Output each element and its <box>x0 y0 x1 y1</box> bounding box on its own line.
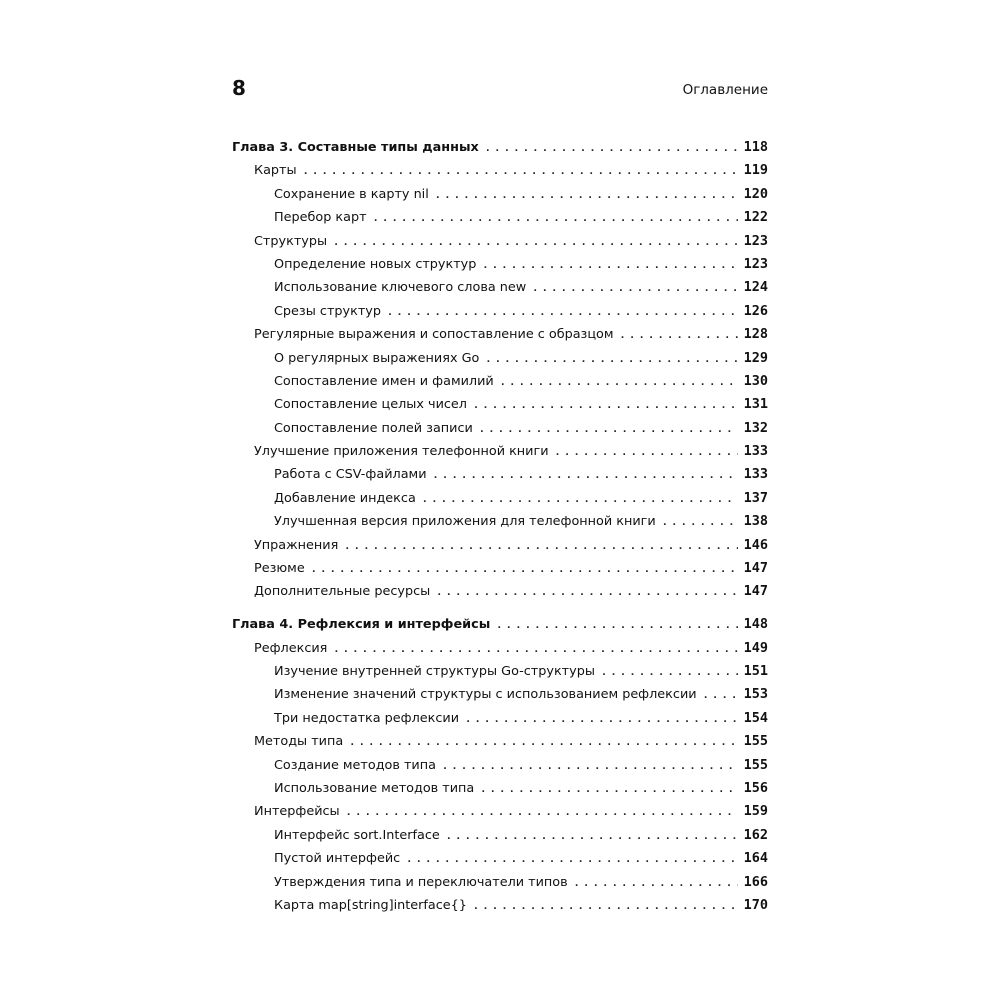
toc-entry-title: Структуры <box>254 233 328 249</box>
toc-entry-page-number: 123 <box>743 255 768 272</box>
toc-entry-page-number: 156 <box>743 780 768 797</box>
toc-subsection-entry <box>232 183 768 206</box>
toc-subsection-entry <box>232 370 768 393</box>
dot-leader <box>446 825 738 848</box>
toc-entry-page-number: 155 <box>743 756 768 773</box>
toc-entry-page-number: 131 <box>743 396 768 413</box>
toc-subsection-entry <box>232 683 768 706</box>
page-number: 8 <box>232 76 246 100</box>
toc-section-entry <box>232 230 768 253</box>
toc-entry-page-number: 137 <box>743 489 768 506</box>
toc-entry-title: Дополнительные ресурсы <box>254 584 431 600</box>
toc-entry-page-number: 162 <box>743 826 768 843</box>
dot-leader <box>555 441 738 464</box>
toc-entry-title: Интерфейсы <box>254 804 340 820</box>
toc-entry-title: О регулярных выражениях Go <box>274 350 480 366</box>
toc-subsection-entry <box>232 300 768 323</box>
toc-subsection-entry <box>232 824 768 847</box>
toc-section-entry <box>232 730 768 753</box>
toc-subsection-entry <box>232 847 768 870</box>
dot-leader <box>422 488 738 511</box>
dot-leader <box>479 418 738 441</box>
toc-entry-page-number: 133 <box>743 466 768 483</box>
dot-leader <box>433 464 738 487</box>
toc-entry-title: Определение новых структур <box>274 256 477 272</box>
toc-entry-page-number: 133 <box>743 443 768 460</box>
toc-entry-page-number: 164 <box>743 850 768 867</box>
toc-entry-page-number: 138 <box>743 513 768 530</box>
toc-entry-page-number: 120 <box>743 185 768 202</box>
dot-leader <box>373 207 738 230</box>
dot-leader <box>346 801 738 824</box>
toc-entry-title: Интерфейс sort.Interface <box>274 827 440 843</box>
toc-entry-title: Изучение внутренней структуры Go-структуры <box>274 664 595 680</box>
toc-entry-title: Резюме <box>254 561 305 577</box>
dot-leader <box>480 778 737 801</box>
toc-subsection-entry <box>232 393 768 416</box>
toc-chapter-entry <box>232 613 768 636</box>
toc-entry-title: Изменение значений структуры с использованием рефлексии <box>274 687 697 703</box>
toc-entry-title: Сопоставление целых чисел <box>274 397 467 413</box>
dot-leader <box>387 301 738 324</box>
toc-subsection-entry <box>232 707 768 730</box>
toc-entry-page-number: 147 <box>743 560 768 577</box>
toc-section-entry <box>232 323 768 346</box>
toc-section-entry <box>232 580 768 603</box>
toc-entry-page-number: 132 <box>743 419 768 436</box>
toc-entry-page-number: 118 <box>743 139 768 155</box>
toc-subsection-entry <box>232 894 768 917</box>
toc-section-entry <box>232 159 768 182</box>
toc-entry-page-number: 122 <box>743 209 768 226</box>
dot-leader <box>435 184 738 207</box>
toc-entry-title: Карты <box>254 163 297 179</box>
dot-leader <box>333 638 737 661</box>
toc-entry-page-number: 130 <box>743 372 768 389</box>
toc-subsection-entry <box>232 754 768 777</box>
toc-entry-title: Утверждения типа и переключатели типов <box>274 874 568 890</box>
toc-subsection-entry <box>232 206 768 229</box>
toc-entry-page-number: 124 <box>743 279 768 296</box>
dot-leader <box>703 684 738 707</box>
dot-leader <box>311 558 738 581</box>
toc-entry-title: Работа с CSV-файлами <box>274 467 427 483</box>
toc-entry-title: Срезы структур <box>274 303 381 319</box>
toc-entry-page-number: 153 <box>743 686 768 703</box>
dot-leader <box>532 277 737 300</box>
dot-leader <box>485 348 737 371</box>
toc-section-entry <box>232 534 768 557</box>
toc-entry-title: Использование ключевого слова new <box>274 280 527 296</box>
toc-section-entry <box>232 800 768 823</box>
dot-leader <box>406 848 737 871</box>
toc-entry-title: Улучшенная версия приложения для телефонной книги <box>274 514 656 530</box>
dot-leader <box>620 324 738 347</box>
toc-entry-title: Регулярные выражения и сопоставление с образцом <box>254 327 614 343</box>
toc-entry-title: Карта map[string]interface{} <box>274 898 467 913</box>
dot-leader <box>473 895 738 918</box>
dot-leader <box>574 872 738 895</box>
toc-entry-title: Глава 4. Рефлексия и интерфейсы <box>232 617 491 633</box>
toc-entry-title: Сохранение в карту nil <box>274 186 429 202</box>
dot-leader <box>436 581 737 604</box>
toc-entry-page-number: 170 <box>743 897 768 913</box>
toc-chapter-block <box>232 613 768 917</box>
dot-leader <box>349 731 737 754</box>
toc-entry-title: Использование методов типа <box>274 781 475 797</box>
toc-section-entry <box>232 557 768 580</box>
dot-leader <box>482 254 737 277</box>
toc-entry-page-number: 126 <box>743 302 768 319</box>
toc-entry-title: Перебор карт <box>274 210 367 226</box>
toc-entry-page-number: 155 <box>743 733 768 750</box>
toc-subsection-entry <box>232 253 768 276</box>
toc-subsection-entry <box>232 463 768 486</box>
toc-entry-title: Три недостатка рефлексии <box>274 710 460 726</box>
toc-entry-page-number: 154 <box>743 709 768 726</box>
toc-section-entry <box>232 440 768 463</box>
toc-subsection-entry <box>232 510 768 533</box>
toc-entry-title: Сопоставление полей записи <box>274 420 473 436</box>
toc-entry-page-number: 148 <box>743 616 768 633</box>
toc-entry-page-number: 146 <box>743 536 768 553</box>
toc-entry-page-number: 166 <box>743 873 768 890</box>
dot-leader <box>303 160 738 183</box>
dot-leader <box>601 661 738 684</box>
toc-entry-title: Улучшение приложения телефонной книги <box>254 444 549 460</box>
toc-subsection-entry <box>232 417 768 440</box>
toc-entry-page-number: 159 <box>743 803 768 820</box>
running-title: Оглавление <box>682 82 768 98</box>
toc-subsection-entry <box>232 871 768 894</box>
dot-leader <box>496 614 737 637</box>
toc-entry-title: Упражнения <box>254 537 339 553</box>
table-of-contents <box>232 136 768 917</box>
toc-entry-page-number: 119 <box>743 162 768 179</box>
toc-subsection-entry <box>232 777 768 800</box>
dot-leader <box>333 231 738 254</box>
toc-entry-title: Создание методов типа <box>274 757 436 773</box>
toc-chapter-entry <box>232 136 768 159</box>
toc-entry-page-number: 149 <box>743 639 768 656</box>
dot-leader <box>442 755 738 778</box>
toc-entry-page-number: 128 <box>743 326 768 343</box>
dot-leader <box>500 371 738 394</box>
toc-subsection-entry <box>232 660 768 683</box>
toc-subsection-entry <box>232 276 768 299</box>
toc-entry-title: Рефлексия <box>254 640 328 656</box>
toc-subsection-entry <box>232 487 768 510</box>
toc-entry-title: Глава 3. Составные типы данных <box>232 140 479 155</box>
toc-entry-title: Сопоставление имен и фамилий <box>274 373 494 389</box>
toc-entry-page-number: 147 <box>743 583 768 600</box>
dot-leader <box>485 137 738 160</box>
toc-entry-page-number: 151 <box>743 663 768 680</box>
toc-subsection-entry <box>232 347 768 370</box>
dot-leader <box>465 708 738 731</box>
toc-entry-title: Методы типа <box>254 734 344 750</box>
toc-entry-page-number: 123 <box>743 232 768 249</box>
toc-entry-title: Добавление индекса <box>274 490 416 506</box>
toc-entry-title: Пустой интерфейс <box>274 851 401 867</box>
toc-section-entry <box>232 637 768 660</box>
dot-leader <box>473 394 738 417</box>
toc-chapter-block <box>232 136 768 604</box>
dot-leader <box>344 535 737 558</box>
toc-entry-page-number: 129 <box>743 349 768 366</box>
dot-leader <box>662 511 738 534</box>
